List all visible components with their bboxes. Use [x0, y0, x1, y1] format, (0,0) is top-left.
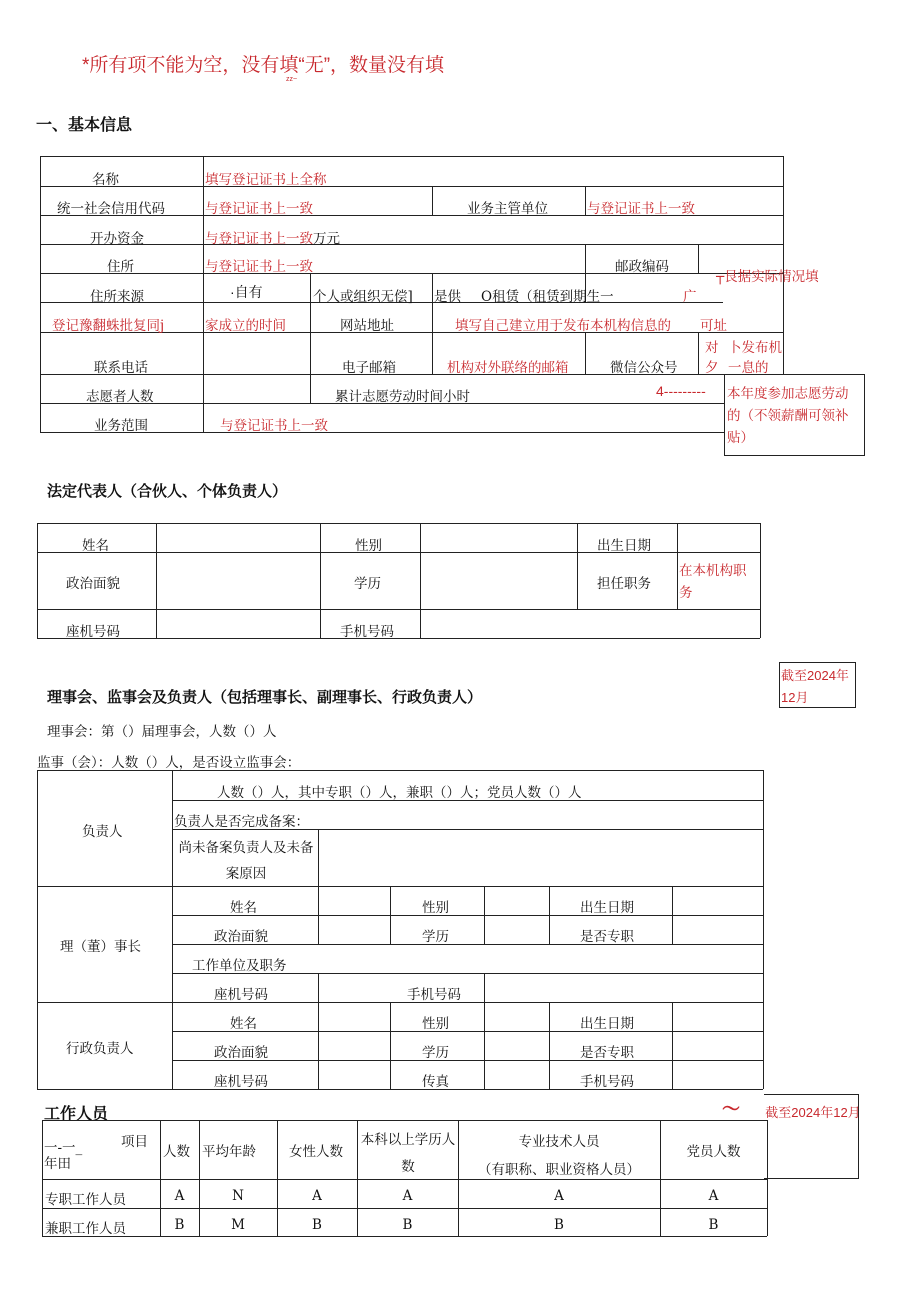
row-parttime-bachelor: B — [402, 1217, 413, 1233]
address-label: 住所 — [107, 259, 134, 275]
row-parttime-female: B — [312, 1217, 322, 1233]
row-fulltime-bachelor: A — [402, 1188, 413, 1204]
staff-marker: 〜 — [722, 1099, 740, 1119]
scope-value: 与登记证书上一致 — [220, 418, 328, 434]
header-female: 女性人数 — [289, 1144, 343, 1160]
name-value: 填写登记证书上全称 — [205, 172, 327, 188]
credit-code-value: 与登记证书上一致 — [205, 201, 313, 217]
section-staff-title: 工作人员 — [44, 1106, 109, 1123]
regdate-value-2: 家成立的时间 — [205, 318, 286, 334]
source-note: ┬艮据实际情况填 — [716, 269, 819, 285]
row-fulltime-count: A — [174, 1188, 185, 1204]
row-parttime-avg-age: M — [231, 1217, 245, 1233]
corner-top-label: 项目 — [121, 1134, 148, 1150]
rep-name-label: 姓名 — [82, 538, 109, 554]
row-fulltime-avg-age: N — [232, 1188, 244, 1204]
email-label: 电子邮箱 — [342, 360, 396, 376]
credit-code-label: 统一社会信用代码 — [57, 201, 165, 217]
row-fulltime-professional: A — [554, 1188, 564, 1204]
regdate-value: 登记豫翻蛛批复同j — [52, 318, 165, 334]
chair-landline-label: 座机号码 — [214, 987, 268, 1003]
source-guang-mark: 广 — [683, 289, 697, 305]
supervisor-line: 监事（会）：人数（）人，是否设立监事会： — [37, 755, 301, 771]
source-rent-option[interactable]: O租赁（租赁到期生一 — [481, 289, 614, 305]
website-value-2: 可址 — [700, 318, 727, 334]
header-professional-sub: （有职称、职业资格人员） — [478, 1162, 640, 1178]
hours-note: 本年度参加志愿劳动的（不领薪酬可领补贴） — [727, 386, 849, 446]
admin-political-label: 政治面貌 — [214, 1045, 268, 1061]
leader-label: 负责人 — [82, 824, 123, 840]
corner-bottom-label: 年田 — [44, 1156, 71, 1172]
section-council-title: 理事会、监事会及负责人（包括理事长、副理事长、行政负责人） — [47, 689, 483, 706]
source-label: 住所来源 — [90, 289, 144, 305]
wechat-value-1: 对 — [705, 340, 719, 356]
capital-value-group — [205, 227, 340, 247]
header-bachelor: 本科以上学历人数 — [360, 1132, 456, 1175]
source-free-option: 个人或组织无偿] — [313, 289, 413, 305]
capital-label: 开办资金 — [90, 231, 144, 247]
rep-gender-label: 性别 — [355, 538, 382, 554]
row-parttime-party: B — [708, 1217, 719, 1233]
rep-edu-label: 学历 — [354, 576, 381, 592]
admin-landline-label: 座机号码 — [214, 1074, 268, 1090]
rep-landline-label: 座机号码 — [66, 624, 120, 640]
admin-fulltime-label: 是否专职 — [580, 1045, 634, 1061]
hours-marker: 4--------- — [656, 383, 706, 399]
council-line: 理事会：第（）届理事会，人数（）人 — [47, 724, 277, 740]
corner-dash: 一-一_ — [44, 1140, 83, 1156]
chair-birth-label: 出生日期 — [580, 900, 634, 916]
section-basic-title: 一、基本信息 — [36, 117, 133, 134]
rep-birth-label: 出生日期 — [597, 538, 651, 554]
admin-gender-label: 性别 — [422, 1016, 449, 1032]
rep-mobile-label: 手机号码 — [340, 624, 394, 640]
wechat-label: 微信公众号 — [610, 360, 678, 376]
row-fulltime-female: A — [312, 1188, 322, 1204]
row-parttime-professional: B — [554, 1217, 564, 1233]
chair-name-label: 姓名 — [230, 900, 257, 916]
admin-name-label: 姓名 — [230, 1016, 257, 1032]
chair-fulltime-label: 是否专职 — [580, 929, 634, 945]
chair-edu-label: 学历 — [422, 929, 449, 945]
wechat-value-2: 夕 — [705, 360, 719, 376]
hours-label: 累计志愿劳动时间小时 — [335, 389, 470, 405]
website-value: 填写自己建立用于发布本机构信息的 — [455, 318, 671, 334]
notice-text: *所有项不能为空，没有填“无”，数量没有填 — [82, 55, 445, 76]
leader-unfiled-label: 尚未备案负责人及未备案原因 — [178, 840, 314, 882]
capital-unit: 万元 — [313, 231, 340, 247]
capital-value: 与登记证书上一致 — [205, 231, 313, 247]
admin-birth-label: 出生日期 — [580, 1016, 634, 1032]
admin-edu-label: 学历 — [422, 1045, 449, 1061]
rep-political-label: 政治面貌 — [66, 576, 120, 592]
scope-label: 业务范围 — [94, 418, 148, 434]
header-avg-age: 平均年龄 — [202, 1144, 256, 1160]
admin-fax-label: 传真 — [422, 1074, 449, 1090]
chair-mobile-label: 手机号码 — [407, 987, 461, 1003]
header-party: 党员人数 — [686, 1144, 741, 1160]
volunteers-label: 志愿者人数 — [86, 389, 154, 405]
source-own-option[interactable]: ·自有 — [230, 284, 263, 300]
admin-label: 行政负责人 — [66, 1041, 134, 1057]
chair-label: 理（董）事长 — [60, 939, 141, 955]
chair-work-label: 工作单位及职务 — [192, 958, 287, 974]
supervisor-label: 业务主管单位 — [467, 201, 548, 217]
email-value: 机构对外联络的邮箱 — [447, 360, 569, 376]
source-provided-text: 是供 — [434, 289, 461, 305]
admin-mobile-label: 手机号码 — [580, 1074, 634, 1090]
council-date-note: 截至2024年12月 — [781, 668, 849, 705]
row-parttime-label: 兼职工作人员 — [45, 1221, 126, 1237]
leader-filed-line: 负责人是否完成备案： — [174, 814, 309, 830]
section-legal-rep-title: 法定代表人（合伙人、个体负责人） — [47, 483, 288, 500]
notice-sub: zz~ — [286, 76, 298, 83]
phone-label: 联系电话 — [94, 360, 148, 376]
name-label: 名称 — [92, 172, 119, 188]
leader-count-line: 人数（）人，其中专职（）人，兼职（）人；党员人数（）人 — [217, 785, 582, 801]
address-value: 与登记证书上一致 — [205, 259, 313, 275]
supervisor-value: 与登记证书上一致 — [587, 201, 695, 217]
staff-date-note: 截至2024年12月 — [765, 1105, 861, 1120]
row-parttime-count: B — [174, 1217, 185, 1233]
postcode-label: 邮政编码 — [615, 259, 669, 275]
header-count: 人数 — [163, 1144, 190, 1160]
row-fulltime-label: 专职工作人员 — [45, 1192, 126, 1208]
rep-post-label: 担任职务 — [597, 576, 651, 592]
row-fulltime-party: A — [708, 1188, 719, 1204]
header-professional: 专业技术人员 — [518, 1134, 600, 1150]
wechat-value-4: 一息的 — [728, 360, 769, 376]
chair-gender-label: 性别 — [422, 900, 449, 916]
wechat-value-3: 卜发布机 — [728, 340, 782, 356]
chair-political-label: 政治面貌 — [214, 929, 268, 945]
rep-post-note: 在本机构职务 — [679, 563, 747, 601]
website-label: 网站地址 — [340, 318, 394, 334]
